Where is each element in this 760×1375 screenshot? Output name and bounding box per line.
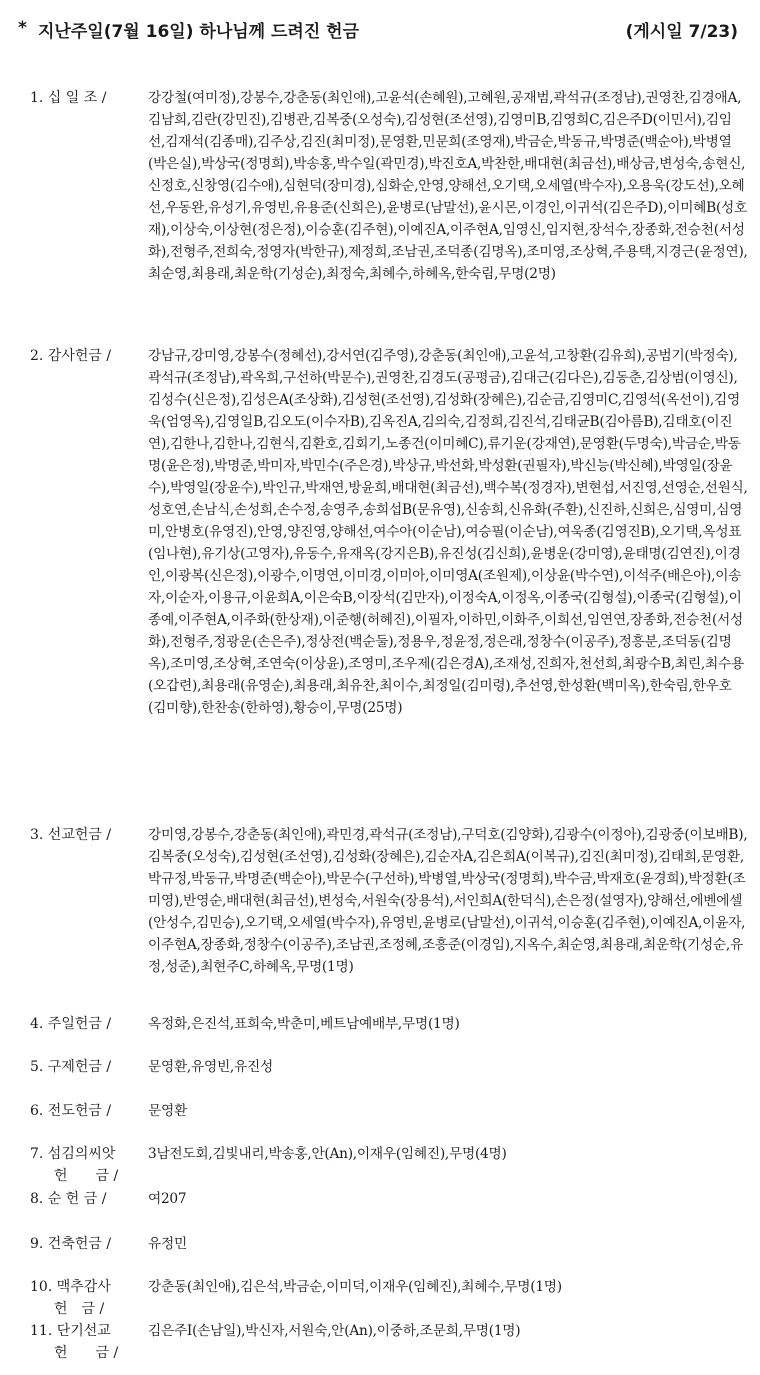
entry-label: 6. 전도헌금 / [30,1103,112,1119]
entry-names: 김은주I(손남일),박신자,서원숙,안(An),이중하,조문희,무명(1명) [148,1323,521,1339]
entry-label: 2. 감사헌금 / [30,348,112,364]
entry-label: 9. 건축헌금 / [30,1236,112,1252]
entry-label: 4. 주일헌금 / [30,1016,112,1032]
entry-names: 문영환 [148,1103,187,1119]
entry-names: 강강철(여미정),강봉수,강춘동(최인애),고윤석(손혜원),고혜원,공재범,곽석규(조정남),권영찬,김경애A,김남희,김란(강민진),김병관,김복중(오성숙),김성현(조선영),김영미B,김영희C,김은주D(이민서),김임선,김재석(김종매),김주상,김진(최미정),문영환,민문희(조영재),박금순,박동규,박명준(백순아),박병열(박은실),박상국(정명희),박송홍,박수일(곽민경),박진호A,박찬한,배대현(최금선),배상금,변성숙,송현신,신정호,신창영(김수애),심현덕(장미경),심화순,안영,양해선,오기택,오세열(박수자),오용욱(강도선),오혜선,우동완,유성기,유영빈,유용준(신희은),윤병로(남말선),윤시몬,이경인,이귀석(김은주D),이미혜B(성호재),이상숙,이상현(정은정),이승훈(김주현),이예진A,이주현A,임영신,임지현,장석수,장종화,전승천(서성화),전형주,전희숙,정영자(박한규),제정희,조남권,조덕종(김명옥),조미영,조상혁,주용택,지경근(윤정연),최순영,최용래,최운학(기성순),최정숙,최혜수,하혜옥,한숙림,무명(2명) [148,90,748,282]
entry-label: 8. 순 헌 금 / [30,1191,107,1207]
entry-label: 11. 단기선교 헌 금 / [30,1323,119,1361]
page-title: 지난주일(7월 16일) 하나님께 드려진 헌금 [38,22,360,42]
entry-names: 강춘동(최인애),김은석,박금순,이미덕,이재우(임혜진),최혜수,무명(1명) [148,1279,562,1295]
entry-names: 3남전도회,김빛내리,박송홍,안(An),이재우(임혜진),무명(4명) [148,1146,507,1162]
entry-names: 여207 [148,1191,187,1207]
entry-label: 7. 섬김의씨앗 헌 금 / [30,1146,119,1184]
entry-names: 강미영,강봉수,강춘동(최인애),곽민경,곽석규(조정남),구덕호(김양화),김광수(이정아),김광중(이보배B),김복중(오성숙),김성현(조선영),김성화(장혜은),김순자A,김은희A(이복규),김진(최미정),김태희,문영환,박규정,박동규,박명준(백순아),박문수(구선하),박병열,박상국(정명희),박수금,박재호(윤경희),박정환(조미영),반영순,배대현(최금선),변성숙,서원숙(장용석),서인희A(한덕식),손은정(설영자),양해선,에벤에셀(안성수,김민승),오기택,오세열(박수자),유영빈,윤병로(남말선),이귀석,이승훈(김주현),이예진A,이윤자,이주현A,장종화,정창수(이공주),조남권,조정혜,조흥준(이경임),지옥수,최순영,최용래,최운학(기성순,유정,성준),최현주C,하혜옥,무명(1명) [148,827,748,975]
entry-label: 3. 선교헌금 / [30,827,112,843]
bullet-mark: * [18,18,27,38]
entry-label: 5. 구제헌금 / [30,1059,112,1075]
entry-names: 강남규,강미영,강봉수(정혜선),강서연(김주영),강춘동(최인애),고윤석,고창환(김유희),공범기(박정숙),곽석규(조정남),곽옥희,구선하(박문수),권영찬,김경도(공평금),김대근(김다은),김동춘,김상범(이영신),김성수(신은정),김성은A(조상화),김성현(조선영),김성화(장혜은),김순금,김영미C,김영석(옥선이),김영욱(엄영옥),김영일B,김오도(이수자B),김옥진A,김의숙,김정희,김진석,김태균B(김아름B),김태호(이진연),김한나,김한나,김현식,김환호,김회기,노종건(이미혜C),류기운(강재연),문영환(두명숙),박금순,박동명(윤은정),박명준,박미자,박민수(주은경),박상규,박선화,박성환(권필자),박신능(박신혜),박영일(장윤수),박영일(장윤수),박인규,박재연,방윤희,배대현(최금선),백수복(정경자),변현섭,서진영,선영순,선원식,성호연,손남식,손성희,손수정,송영주,송희섭B(문유영),신송희,신유화(주환),신진하,신희은,심영미,심영미,안병호(유영진),안영,양진영,양해선,여수아(이순남),여승필(이순남),여욱종(김영진B),오기택,옥성표(임나현),유기상(고영자),유동수,유재옥(강지은B),유진성(김신희),윤병운(강미영),윤태명(김연진),이경인,이광복(신은정),이광수,이명연,이미경,이미아,이미영A(조원제),이상윤(박수연),이석주(배은아),이송자,이순자,이용규,이윤희A,이은숙B,이장석(김만자),이정숙A,이정옥,이종국(김형설),이종국(김형설),이종예,이주현A,이주화(한상재),이준행(허혜진),이필자,이하민,이화주,이희선,임연연,장종화,전승천(서성화),전형주,정광운(손은주),정상전(백순둘),정용우,정윤정,정은래,정창수(이공주),정흥분,조덕동(김명옥),조미영,조상혁,조연숙(이상윤),조영미,조우제(김은경A),조재성,진희자,천선희,최광수B,최린,최수용(오갑련),최용래(유영순),최용래,최유찬,최이수,최정일(김미령),추선영,한성환(백미옥),한숙림,한우호(김미향),한찬송(한하영),황승이,무명(25명) [148,348,748,716]
entry-names: 옥정화,은진석,표희숙,박춘미,베트남예배부,무명(1명) [148,1016,460,1032]
entry-label: 10. 맥추감사 헌 금 / [30,1279,111,1317]
entry-label: 1. 십 일 조 / [30,90,107,106]
offering-header [0,14,760,44]
entry-names: 문영환,유영빈,유진성 [148,1059,273,1075]
entry-names: 유정민 [148,1236,187,1252]
posted-date: (게시일 7/23) [625,22,738,42]
